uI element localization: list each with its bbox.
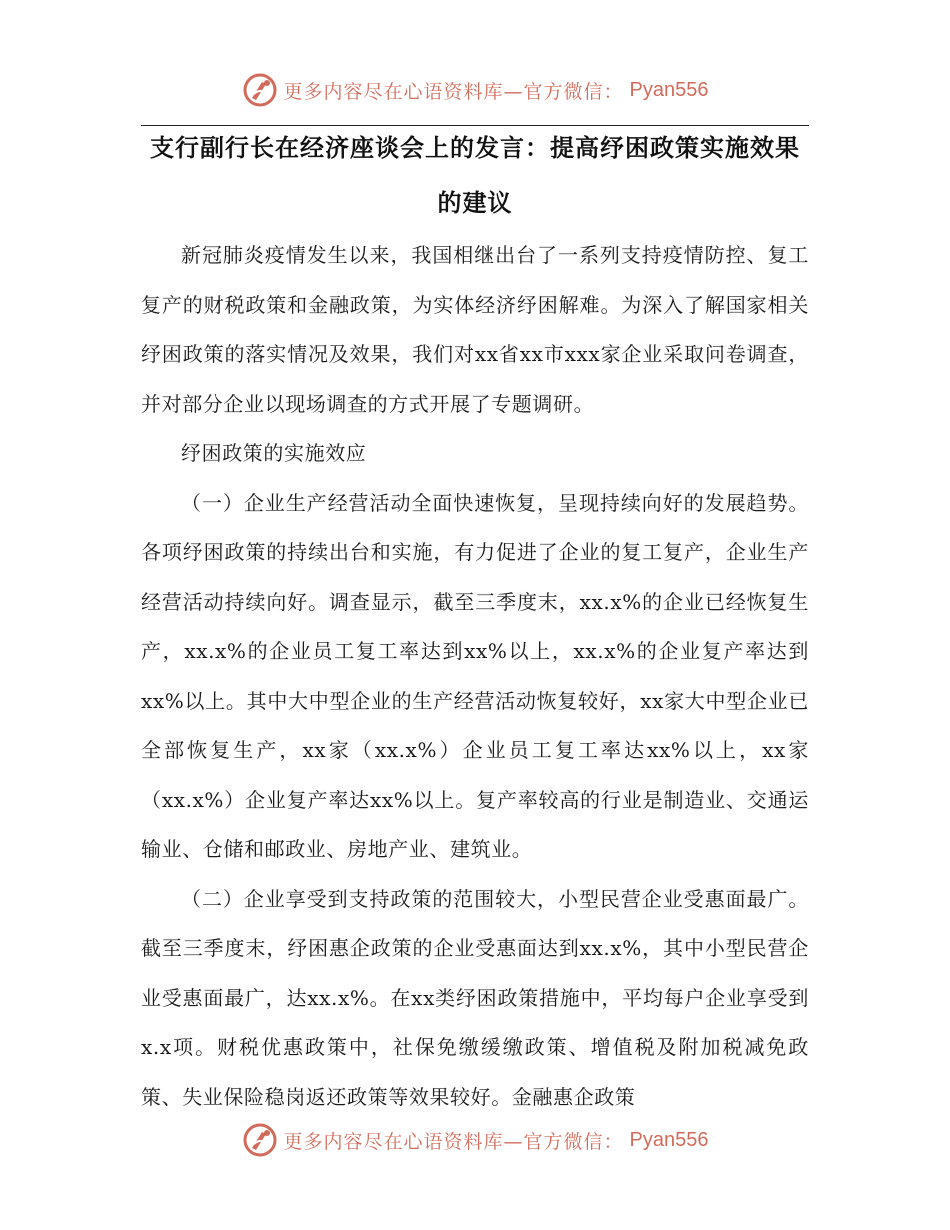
footer-banner-text: 更多内容尽在心语资料库—官方微信：	[283, 1130, 624, 1153]
document-title-line2: 的建议	[437, 189, 513, 217]
header-rule	[141, 125, 809, 126]
header-banner	[0, 68, 950, 112]
footer-banner	[0, 1118, 950, 1162]
header-banner-id: Pyan556	[629, 78, 709, 101]
paragraph-intro: 新冠肺炎疫情发生以来，我国相继出台了一系列支持疫情防控、复工复产的财税政策和金融政策，为实体经济纾困解难。为深入了解国家相关纾困政策的落实情况及效果，我们对xx省xx市xxx家企业采取问卷调查，并对部分企业以现场调查的方式开展了专题调研。	[141, 243, 809, 416]
logo-icon	[242, 72, 278, 108]
paragraph-item-1: （一）企业生产经营活动全面快速恢复，呈现持续向好的发展趋势。各项纾困政策的持续出台和实施，有力促进了企业的复工复产，企业生产经营活动持续向好。调查显示，截至三季度末，xx.x%的企业已经恢复生产，xx.x%的企业员工复工率达到xx%以上，xx.x%的企业复产率达到xx%以上。其中大中型企业的生产经营活动恢复较好，xx家大中型企业已全部恢复生产，xx家（xx.x%）企业员工复工率达xx%以上，xx家（xx.x%）企业复产率达xx%以上。复产率较高的行业是制造业、交通运输业、仓储和邮政业、房地产业、建筑业。	[141, 490, 809, 861]
footer-banner-id: Pyan556	[629, 1128, 709, 1151]
paragraph-item-2: （二）企业享受到支持政策的范围较大，小型民营企业受惠面最广。截至三季度末，纾困惠企政策的企业受惠面达到xx.x%，其中小型民营企业受惠面最广，达xx.x%。在xx类纾困政策措施中，平均每户企业享受到x.x项。财税优惠政策中，社保免缴缓缴政策、增值税及附加税减免政策、失业保险稳岗返还政策等效果较好。金融惠企政策	[141, 886, 809, 1109]
document-title-line1: 支行副行长在经济座谈会上的发言：提高纾困政策实施效果	[150, 134, 800, 162]
logo-icon	[242, 1122, 278, 1158]
paragraph-section-heading: 纾困政策的实施效应	[181, 441, 367, 465]
document-body	[141, 231, 809, 1122]
header-banner-text: 更多内容尽在心语资料库—官方微信：	[283, 80, 624, 103]
